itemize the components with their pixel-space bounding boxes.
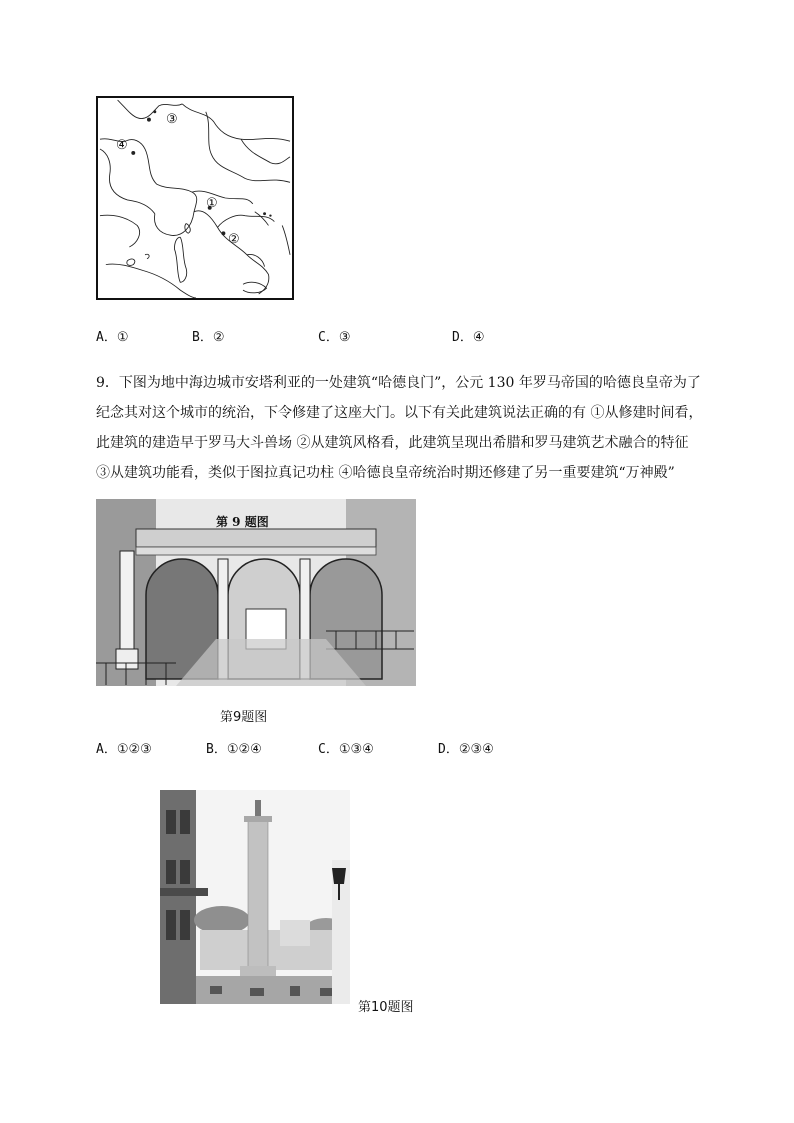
option-text: ④ bbox=[472, 330, 485, 345]
q8-option-b[interactable] bbox=[192, 326, 224, 345]
option-letter: A． bbox=[96, 742, 117, 757]
option-text: ② bbox=[212, 330, 225, 345]
q9-line-4: ③从建筑功能看，类似于图拉真记功柱 ④哈德良皇帝统治时期还修建了另一重要建筑“万神殿” bbox=[96, 465, 675, 481]
q9-line-1: 9．下图为地中海边城市安塔利亚的一处建筑“哈德良门”，公元 130 年罗马帝国的哈德良皇帝为了 bbox=[96, 375, 701, 391]
option-letter: D． bbox=[438, 742, 459, 757]
q9-option-c[interactable] bbox=[318, 738, 374, 757]
q9-line-2: 纪念其对这个城市的统治，下令修建了这座大门。以下有关此建筑说法正确的有 ①从修建时间看， bbox=[96, 405, 703, 421]
q9-photo-label: 第 9 题图 bbox=[216, 515, 269, 529]
option-letter: B． bbox=[206, 742, 227, 757]
q9-option-d[interactable] bbox=[438, 738, 494, 757]
option-text: ②③④ bbox=[458, 742, 494, 757]
q10-caption: 第10题图 bbox=[358, 1000, 414, 1015]
option-text: ① bbox=[116, 330, 129, 345]
europe-map-image bbox=[98, 98, 292, 298]
marker-3: ③ bbox=[166, 112, 178, 127]
q8-map bbox=[96, 96, 294, 300]
q9-photo bbox=[96, 499, 416, 686]
option-letter: C． bbox=[318, 742, 339, 757]
q9-caption: 第9题图 bbox=[220, 710, 268, 725]
option-letter: D． bbox=[452, 330, 473, 345]
trajan-column-image bbox=[160, 790, 350, 1004]
marker-2: ② bbox=[228, 232, 240, 247]
option-text: ①③④ bbox=[338, 742, 374, 757]
option-letter: C． bbox=[318, 330, 339, 345]
q9-option-a[interactable] bbox=[96, 738, 152, 757]
q8-option-c[interactable] bbox=[318, 326, 350, 345]
option-text: ③ bbox=[338, 330, 351, 345]
option-letter: B． bbox=[192, 330, 213, 345]
q8-option-a[interactable] bbox=[96, 326, 128, 345]
marker-1: ① bbox=[206, 196, 218, 211]
q8-option-d[interactable] bbox=[452, 326, 484, 345]
q9-question-text bbox=[96, 368, 716, 488]
q9-line-3: 此建筑的建造早于罗马大斗兽场 ②从建筑风格看，此建筑呈现出希腊和罗马建筑艺术融合的特征 bbox=[96, 435, 689, 451]
marker-4: ④ bbox=[116, 138, 128, 153]
q9-option-b[interactable] bbox=[206, 738, 262, 757]
option-text: ①②③ bbox=[116, 742, 152, 757]
q10-photo bbox=[160, 790, 350, 1004]
option-letter: A． bbox=[96, 330, 117, 345]
option-text: ①②④ bbox=[226, 742, 262, 757]
